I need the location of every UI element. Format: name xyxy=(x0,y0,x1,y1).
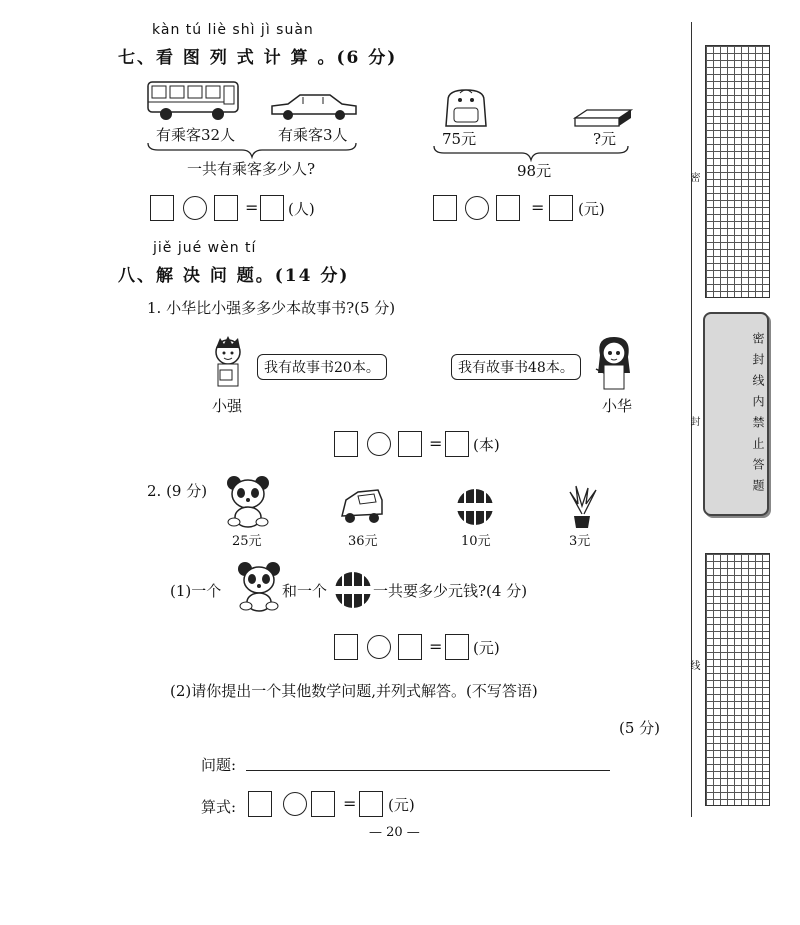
answer-box[interactable] xyxy=(248,791,272,817)
pencilbox-price: ?元 xyxy=(593,130,617,148)
right-total: 98元 xyxy=(517,162,552,180)
car-illustration xyxy=(268,92,360,122)
plant-price: 3元 xyxy=(569,534,591,549)
equals-sign: = xyxy=(343,794,357,813)
left-question: 一共有乘客多少人? xyxy=(187,160,316,178)
unit-label: (元) xyxy=(473,639,500,657)
operator-circle[interactable] xyxy=(367,635,391,659)
operator-circle[interactable] xyxy=(183,196,207,220)
operator-circle[interactable] xyxy=(465,196,489,220)
equals-sign: = xyxy=(429,434,443,453)
pencilbox-illustration xyxy=(573,108,633,128)
boy-speech-bubble: 我有故事书20本。 xyxy=(257,354,387,380)
boy-illustration xyxy=(208,336,248,394)
answer-box[interactable] xyxy=(150,195,174,221)
equals-sign: = xyxy=(429,637,443,656)
girl-speech-bubble: 我有故事书48本。 xyxy=(451,354,581,380)
seal-notice-box xyxy=(703,312,769,516)
answer-box[interactable] xyxy=(549,195,573,221)
ball-icon xyxy=(455,487,495,527)
car-label: 有乘客3人 xyxy=(278,126,348,144)
sub2-score: (5 分) xyxy=(619,719,661,737)
sub1-prefix: (1)一个 xyxy=(170,582,222,600)
page-number: — 20 — xyxy=(369,825,420,840)
answer-box[interactable] xyxy=(334,431,358,457)
q2-label: 2. (9 分) xyxy=(147,482,208,500)
answer-box[interactable] xyxy=(260,195,284,221)
answer-box[interactable] xyxy=(496,195,520,221)
plant-icon xyxy=(562,484,602,530)
seal-mark-mi: 密 xyxy=(688,172,699,182)
unit-label: (元) xyxy=(388,796,415,814)
section7-pinyin: kàn tú liè shì jì suàn xyxy=(152,22,314,38)
toy-car-price: 36元 xyxy=(348,534,378,549)
equals-sign: = xyxy=(531,198,545,217)
panda-icon xyxy=(224,474,272,528)
answer-box[interactable] xyxy=(398,634,422,660)
seal-mark-feng: 封 xyxy=(688,416,699,426)
backpack-illustration xyxy=(440,88,492,130)
boy-name: 小强 xyxy=(212,397,243,415)
unit-label: (元) xyxy=(578,200,605,218)
operator-circle[interactable] xyxy=(367,432,391,456)
panda-icon xyxy=(236,560,282,612)
unit-label: (本) xyxy=(473,436,500,454)
answer-box[interactable] xyxy=(334,634,358,660)
girl-name: 小华 xyxy=(602,397,633,415)
toy-car-icon xyxy=(338,486,386,526)
girl-illustration xyxy=(590,333,636,395)
section8-title: 八、解 决 问 题。(14 分) xyxy=(118,266,350,286)
question-answer-line[interactable] xyxy=(246,770,610,771)
answer-box[interactable] xyxy=(445,634,469,660)
equals-sign: = xyxy=(245,198,259,217)
q1-text: 1. 小华比小强多多少本故事书?(5 分) xyxy=(147,299,396,317)
unit-label: (人) xyxy=(288,200,315,218)
sub2-text: (2)请你提出一个其他数学问题,并列式解答。(不写答语) xyxy=(170,682,538,700)
sub1-mid: 和一个 xyxy=(282,582,328,600)
scratch-grid-bottom[interactable] xyxy=(705,553,770,806)
bus-label: 有乘客32人 xyxy=(156,126,236,144)
left-brace xyxy=(146,141,358,159)
seal-mark-xian: 线 xyxy=(688,660,699,670)
answer-box[interactable] xyxy=(433,195,457,221)
bus-illustration xyxy=(146,78,242,122)
answer-box[interactable] xyxy=(445,431,469,457)
section8-pinyin: jiě jué wèn tí xyxy=(153,240,257,256)
answer-box[interactable] xyxy=(398,431,422,457)
scratch-grid-top[interactable] xyxy=(705,45,770,298)
sub1-suffix: 一共要多少元钱?(4 分) xyxy=(373,582,528,600)
panda-price: 25元 xyxy=(232,534,262,549)
answer-box[interactable] xyxy=(359,791,383,817)
section7-title: 七、看 图 列 式 计 算 。(6 分) xyxy=(118,48,398,68)
ball-price: 10元 xyxy=(461,534,491,549)
operator-circle[interactable] xyxy=(283,792,307,816)
backpack-price: 75元 xyxy=(442,130,477,148)
seal-notice-text: 密封线内禁止答题 xyxy=(751,332,765,500)
answer-box[interactable] xyxy=(311,791,335,817)
formula-label: 算式: xyxy=(201,798,237,816)
answer-box[interactable] xyxy=(214,195,238,221)
ball-icon xyxy=(333,570,373,610)
question-label: 问题: xyxy=(201,756,237,774)
